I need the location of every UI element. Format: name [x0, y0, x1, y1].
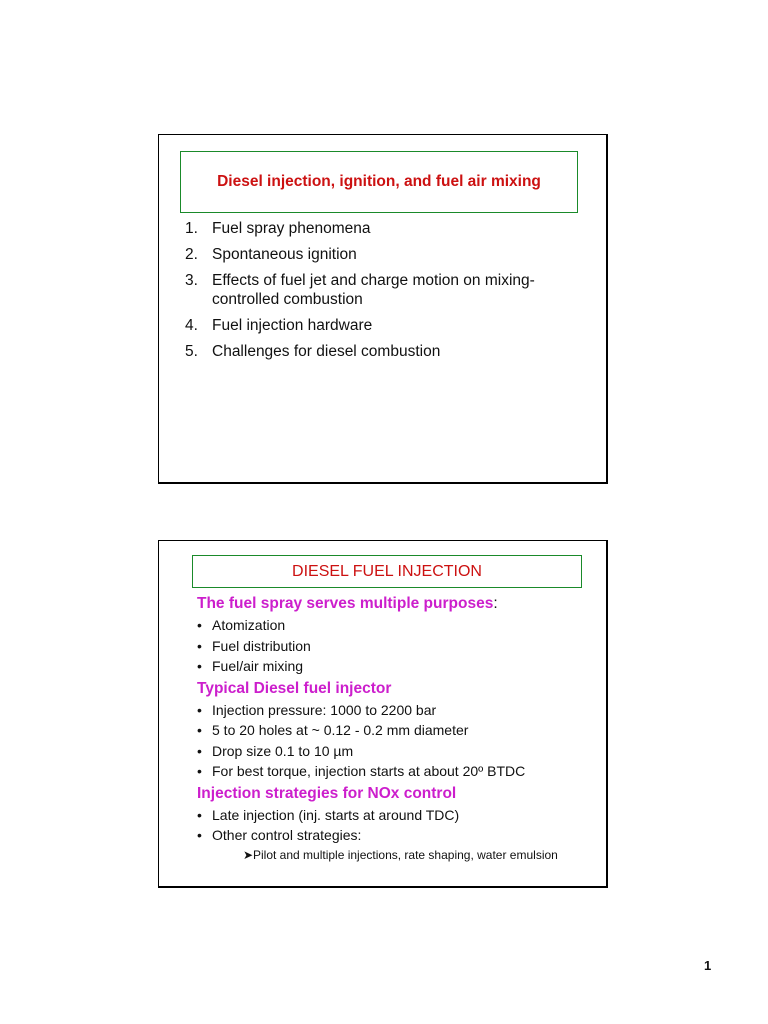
list-item [185, 219, 595, 238]
bullet-icon: • [197, 722, 202, 738]
list-item [185, 342, 595, 361]
bullet-text: Late injection (inj. starts at around TDC) [212, 806, 460, 823]
slide-1-title: Diesel injection, ignition, and fuel air mixing [180, 151, 578, 213]
bullet-text: Drop size 0.1 to 10 µm [212, 742, 354, 759]
list-item [185, 245, 595, 264]
arrow-icon: ➤ [243, 847, 254, 862]
slide-2-content [197, 591, 602, 863]
topic-list [185, 219, 595, 368]
bullet-icon: • [197, 701, 202, 718]
heading-text: The fuel spray serves multiple purposes [197, 595, 494, 612]
bullet-list [197, 702, 602, 781]
bullet-icon: • [197, 763, 202, 779]
bullet-item [197, 827, 602, 844]
slide-1 [158, 134, 608, 484]
bullet-icon: • [197, 742, 202, 759]
bullet-text: Injection pressure: 1000 to 2200 bar [212, 701, 437, 718]
sub-bullet-item [243, 848, 602, 863]
sub-bullet-text: Pilot and multiple injections, rate shaping, water emulsion [253, 847, 558, 862]
bullet-item [197, 722, 602, 739]
slide-2-title: DIESEL FUEL INJECTION [192, 555, 582, 588]
bullet-item [197, 702, 602, 719]
section-heading [197, 594, 602, 613]
bullet-text: Fuel distribution [212, 637, 311, 654]
section-heading: Typical Diesel fuel injector [197, 679, 392, 697]
item-text: Fuel spray phenomena [212, 220, 371, 237]
list-item [185, 316, 595, 335]
bullet-item [197, 763, 602, 780]
bullet-item [197, 638, 602, 655]
item-text: Fuel injection hardware [212, 317, 373, 334]
bullet-icon: • [197, 806, 202, 823]
bullet-item [197, 743, 602, 760]
page-number: 1 [704, 958, 712, 973]
bullet-text: For best torque, injection starts at about 20º BTDC [212, 763, 526, 779]
bullet-text: Fuel/air mixing [212, 658, 304, 674]
bullet-text: Atomization [212, 617, 286, 633]
item-number: 4. [185, 317, 198, 334]
bullet-text: Other control strategies: [212, 827, 362, 843]
item-text: Effects of fuel jet and charge motion on mixing-controlled combustion [212, 272, 535, 308]
bullet-icon: • [197, 637, 202, 654]
bullet-item [197, 617, 602, 634]
bullet-text: 5 to 20 holes at ~ 0.12 - 0.2 mm diameter [212, 722, 469, 738]
bullet-item [197, 658, 602, 675]
item-number: 3. [185, 272, 198, 289]
bullet-icon: • [197, 617, 202, 633]
bullet-list [197, 807, 602, 845]
bullet-icon: • [197, 658, 202, 674]
slide-2 [158, 540, 608, 888]
item-number: 5. [185, 343, 198, 360]
bullet-icon: • [197, 827, 202, 843]
item-text: Spontaneous ignition [212, 246, 357, 263]
bullet-item [197, 807, 602, 824]
bullet-list [197, 617, 602, 675]
item-number: 2. [185, 246, 198, 263]
item-number: 1. [185, 220, 198, 237]
heading-colon: : [493, 595, 498, 612]
item-text: Challenges for diesel combustion [212, 343, 441, 360]
section-heading: Injection strategies for NOx control [197, 784, 457, 802]
list-item [185, 271, 595, 309]
